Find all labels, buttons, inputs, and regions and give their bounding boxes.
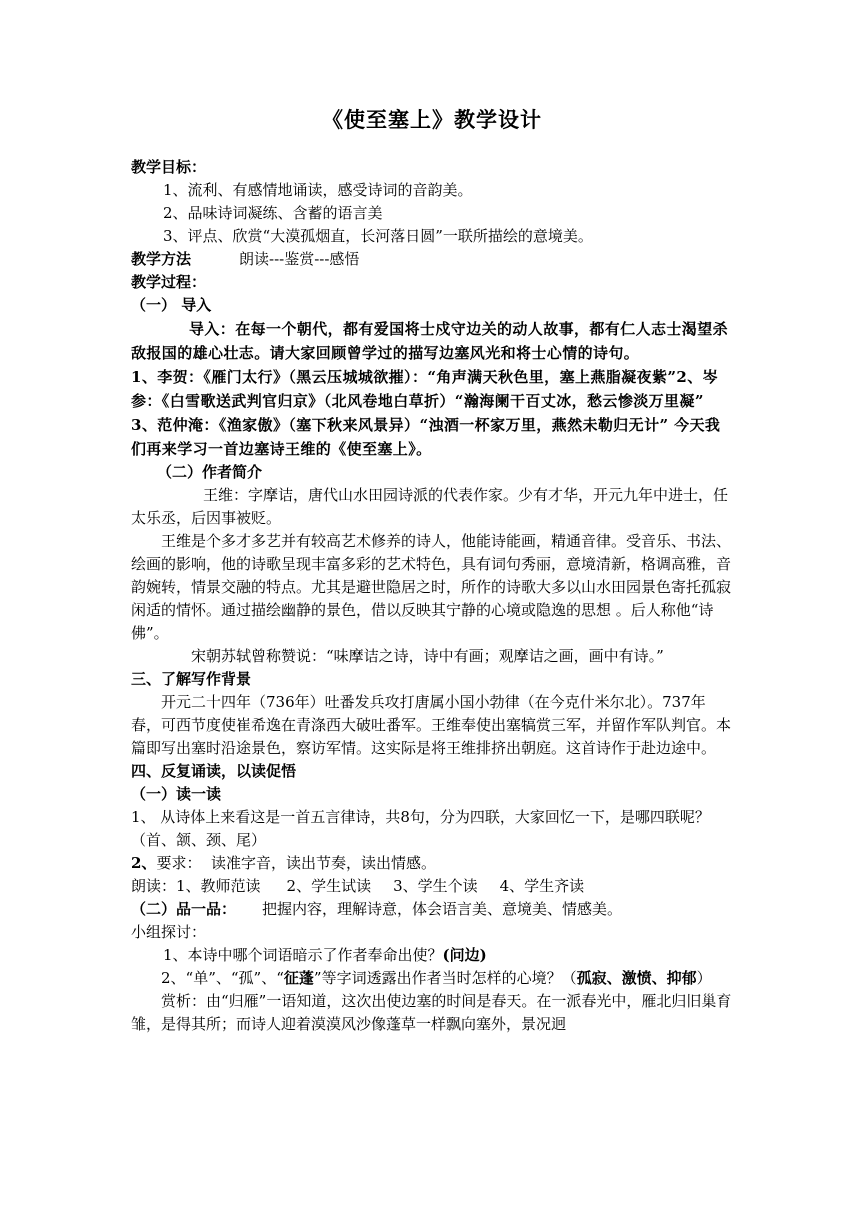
question-1 bbox=[131, 944, 733, 967]
read-mode: 4、学生齐读 bbox=[499, 877, 585, 895]
goal-item: 2、品味诗词凝练、含蓄的语言美 bbox=[163, 204, 383, 222]
document-title: 《使至塞上》教学设计 bbox=[322, 107, 542, 132]
question-2-close: ） bbox=[696, 969, 712, 987]
poem-refs-1: 1、李贺：《雁门太行》（黑云压城城欲摧）：“角声满天秋色里，塞上燕脂凝夜紫”2、岑参：《白雪歌送武判官归京》（北风卷地白草折）“瀚海阑干百丈冰，愁云惨淡万里凝” bbox=[131, 368, 719, 410]
question-2-answer: 孤寂、激愤、抑郁 bbox=[576, 969, 697, 987]
group-label: 小组探讨： bbox=[131, 923, 207, 941]
question-2-word: 征蓬 bbox=[283, 969, 314, 987]
reading-heading: 四、反复诵读，以读促悟 bbox=[131, 762, 297, 780]
author-paragraph: 王维是个多才多艺并有较高艺术修养的诗人，他能诗能画，精通音律。受音乐、书法、绘画的影响，他的诗歌呈现丰富多彩的艺术特色，具有词句秀丽，意境清新，格调高雅，音韵婉转，情景交融的特点。尤其是避世隐居之时，所作的诗歌大多以山水田园景色寄托孤寂闲适的情怀。通过描绘幽静的景色，借以反映其宁静的心境或隐逸的思想 。后人称他“诗佛”。 bbox=[131, 532, 732, 642]
requirement-text: 读准字音，读出节奏，读出情感。 bbox=[211, 854, 437, 872]
appreciation-text: 赏析：由“归雁”一语知道，这次出使边塞的时间是春天。在一派春光中，雁北归旧巢育雏，是得其所；而诗人迎着漠漠风沙像蓬草一样飘向塞外，景况迥 bbox=[131, 992, 732, 1033]
document-body bbox=[131, 104, 733, 1036]
read-modes-line bbox=[131, 875, 733, 898]
process-heading: 教学过程： bbox=[131, 273, 207, 291]
question-2-text-a: 2、“单”、“孤”、“ bbox=[161, 969, 284, 987]
goal-item: 3、评点、欣赏“大漠孤烟直，长河落日圆”一联所描绘的意境美。 bbox=[163, 227, 593, 245]
requirement-number: 2、 bbox=[131, 854, 157, 872]
read2-line bbox=[131, 898, 733, 921]
requirement-line bbox=[131, 852, 733, 875]
author-quote: 宋朝苏轼曾称赞说：“味摩诘之诗，诗中有画；观摩诘之画，画中有诗。” bbox=[191, 647, 664, 665]
question-1-answer: (问边) bbox=[442, 946, 487, 964]
read2-text: 把握内容，理解诗意，体会语言美、意境美、情感美。 bbox=[262, 900, 623, 918]
question-2-text-b: ”等字词透露出作者当时怎样的心境？（ bbox=[313, 969, 577, 987]
intro-heading: （一） 导入 bbox=[131, 296, 212, 314]
goals-heading: 教学目标： bbox=[131, 158, 207, 176]
method-value: 朗读---鉴赏---感悟 bbox=[239, 250, 360, 268]
author-heading: （二）作者简介 bbox=[157, 463, 263, 481]
read1-question: 1、 从诗体上来看这是一首五言律诗，共8句，分为四联，大家回忆一下，是哪四联呢？（首、颔、颈、尾） bbox=[131, 808, 710, 849]
poem-refs-2: 3、范仲淹：《渔家傲》（塞下秋来风景异）“浊酒一杯家万里，燕然未勒归无计” 今天我们再来学习一首边塞诗王维的《使至塞上》。 bbox=[131, 416, 721, 458]
read2-heading: （二）品一品： bbox=[131, 900, 237, 918]
read1-heading: （一）读一读 bbox=[131, 785, 222, 803]
read-mode: 2、学生试读 bbox=[286, 877, 372, 895]
method-line bbox=[131, 248, 733, 271]
read-mode: 3、学生个读 bbox=[393, 877, 478, 895]
requirement-label: 要求： bbox=[156, 854, 202, 872]
method-label: 教学方法 bbox=[131, 250, 192, 268]
goal-item: 1、流利、有感情地诵读，感受诗词的音韵美。 bbox=[163, 181, 473, 199]
author-paragraph: 王维：字摩诘，唐代山水田园诗派的代表作家。少有才华，开元九年中进士，任太乐丞，后因事被贬。 bbox=[131, 486, 729, 527]
intro-text: 导入：在每一个朝代，都有爱国将士戍守边关的动人故事，都有仁人志士渴望杀敌报国的雄心壮志。请大家回顾曾学过的描写边塞风光和将士心情的诗句。 bbox=[131, 320, 729, 362]
question-2 bbox=[131, 967, 733, 990]
background-text: 开元二十四年（736年）吐番发兵攻打唐属小国小勃律（在今克什米尔北）。737年春，可西节度使崔希逸在青涤西大破吐番军。王维奉使出塞犒赏三军，并留作军队判官。本篇即写出塞时沿途景色，察访军情。这实际是将王维排挤出朝庭。这首诗作于赴边途中。 bbox=[131, 693, 732, 757]
background-heading: 三、了解写作背景 bbox=[131, 670, 252, 688]
read-mode: 朗读：1、教师范读 bbox=[131, 877, 261, 895]
question-1-text: 1、本诗中哪个词语暗示了作者奉命出使？ bbox=[163, 946, 443, 964]
